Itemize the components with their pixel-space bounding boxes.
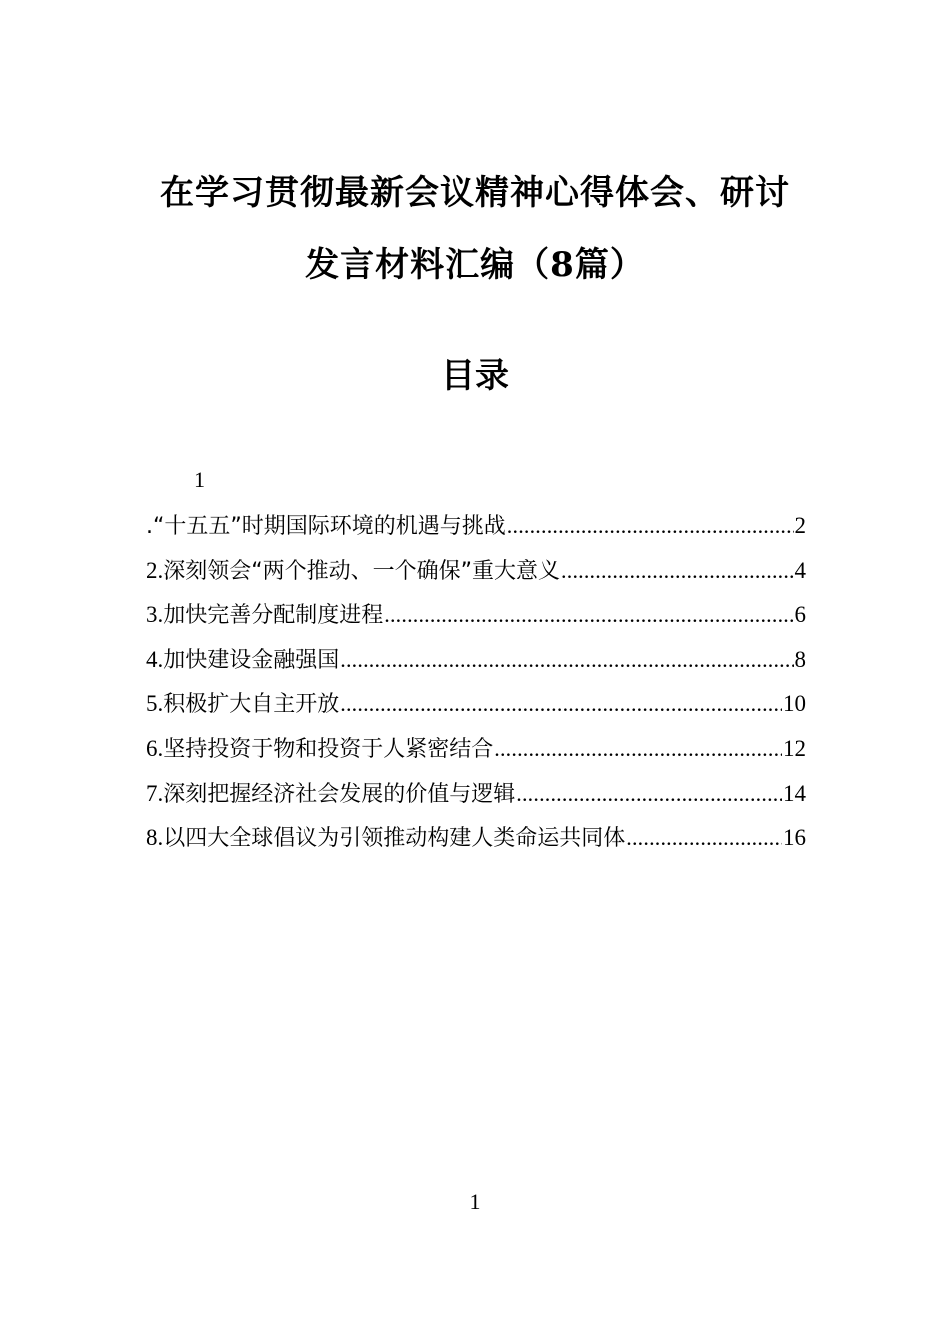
toc-entry-page: 6 <box>794 602 806 628</box>
toc-entry-number: 3. <box>146 602 164 628</box>
document-title-line-1: 在学习贯彻最新会议精神心得体会、研讨 <box>160 173 790 213</box>
toc-entry-5[interactable] <box>146 684 806 729</box>
toc-entry-8[interactable] <box>146 818 806 863</box>
table-of-contents <box>146 506 806 863</box>
toc-entry-7[interactable] <box>146 774 806 819</box>
toc-entry-page: 8 <box>794 646 806 672</box>
toc-entry-number: 2. <box>146 557 164 583</box>
toc-entry-text: 坚持投资于物和投资于人紧密结合 <box>163 736 494 762</box>
toc-entry-number: 5. <box>146 691 164 717</box>
document-title-line-2: 发言材料汇编（8篇） <box>305 245 645 285</box>
toc-entry-text: 加快完善分配制度进程 <box>163 603 384 629</box>
toc-dot-leader <box>561 551 793 591</box>
toc-dot-leader <box>340 640 793 680</box>
toc-entry-number: 6. <box>146 735 164 761</box>
toc-entry-page: 12 <box>783 735 806 761</box>
toc-entry-text: 深刻领会“两个推动、一个确保”重大意义 <box>163 558 561 584</box>
toc-entry-text: .“十五五”时期国际环境的机遇与挑战 <box>146 514 506 539</box>
toc-entry-number: 4. <box>146 646 164 672</box>
toc-entry-text: 加快建设金融强国 <box>163 647 340 673</box>
toc-dot-leader <box>494 729 782 769</box>
toc-entry-3[interactable] <box>146 595 806 640</box>
toc-dot-leader <box>384 595 793 635</box>
toc-entry-page: 16 <box>783 825 806 851</box>
toc-dot-leader <box>340 684 782 724</box>
toc-entry-number: 8. <box>146 825 164 851</box>
toc-entry-4[interactable] <box>146 640 806 685</box>
toc-entry-page: 2 <box>794 513 806 538</box>
toc-entry-1[interactable] <box>146 506 806 551</box>
toc-entry-6[interactable] <box>146 729 806 774</box>
toc-entry-text: 深刻把握经济社会发展的价值与逻辑 <box>163 781 516 807</box>
toc-heading: 目录 <box>441 356 509 396</box>
toc-orphan-number: 1 <box>194 467 205 492</box>
toc-entry-text: 积极扩大自主开放 <box>163 692 340 718</box>
toc-entry-page: 14 <box>783 780 806 806</box>
toc-dot-leader <box>626 818 782 858</box>
toc-entry-number: 7. <box>146 780 164 806</box>
toc-entry-page: 10 <box>783 691 806 717</box>
toc-entry-2[interactable] <box>146 551 806 596</box>
page-number: 1 <box>469 1189 481 1214</box>
toc-dot-leader <box>516 774 782 814</box>
toc-entry-page: 4 <box>794 557 806 583</box>
toc-dot-leader <box>507 506 794 546</box>
toc-entry-text: 以四大全球倡议为引领推动构建人类命运共同体 <box>163 826 626 852</box>
